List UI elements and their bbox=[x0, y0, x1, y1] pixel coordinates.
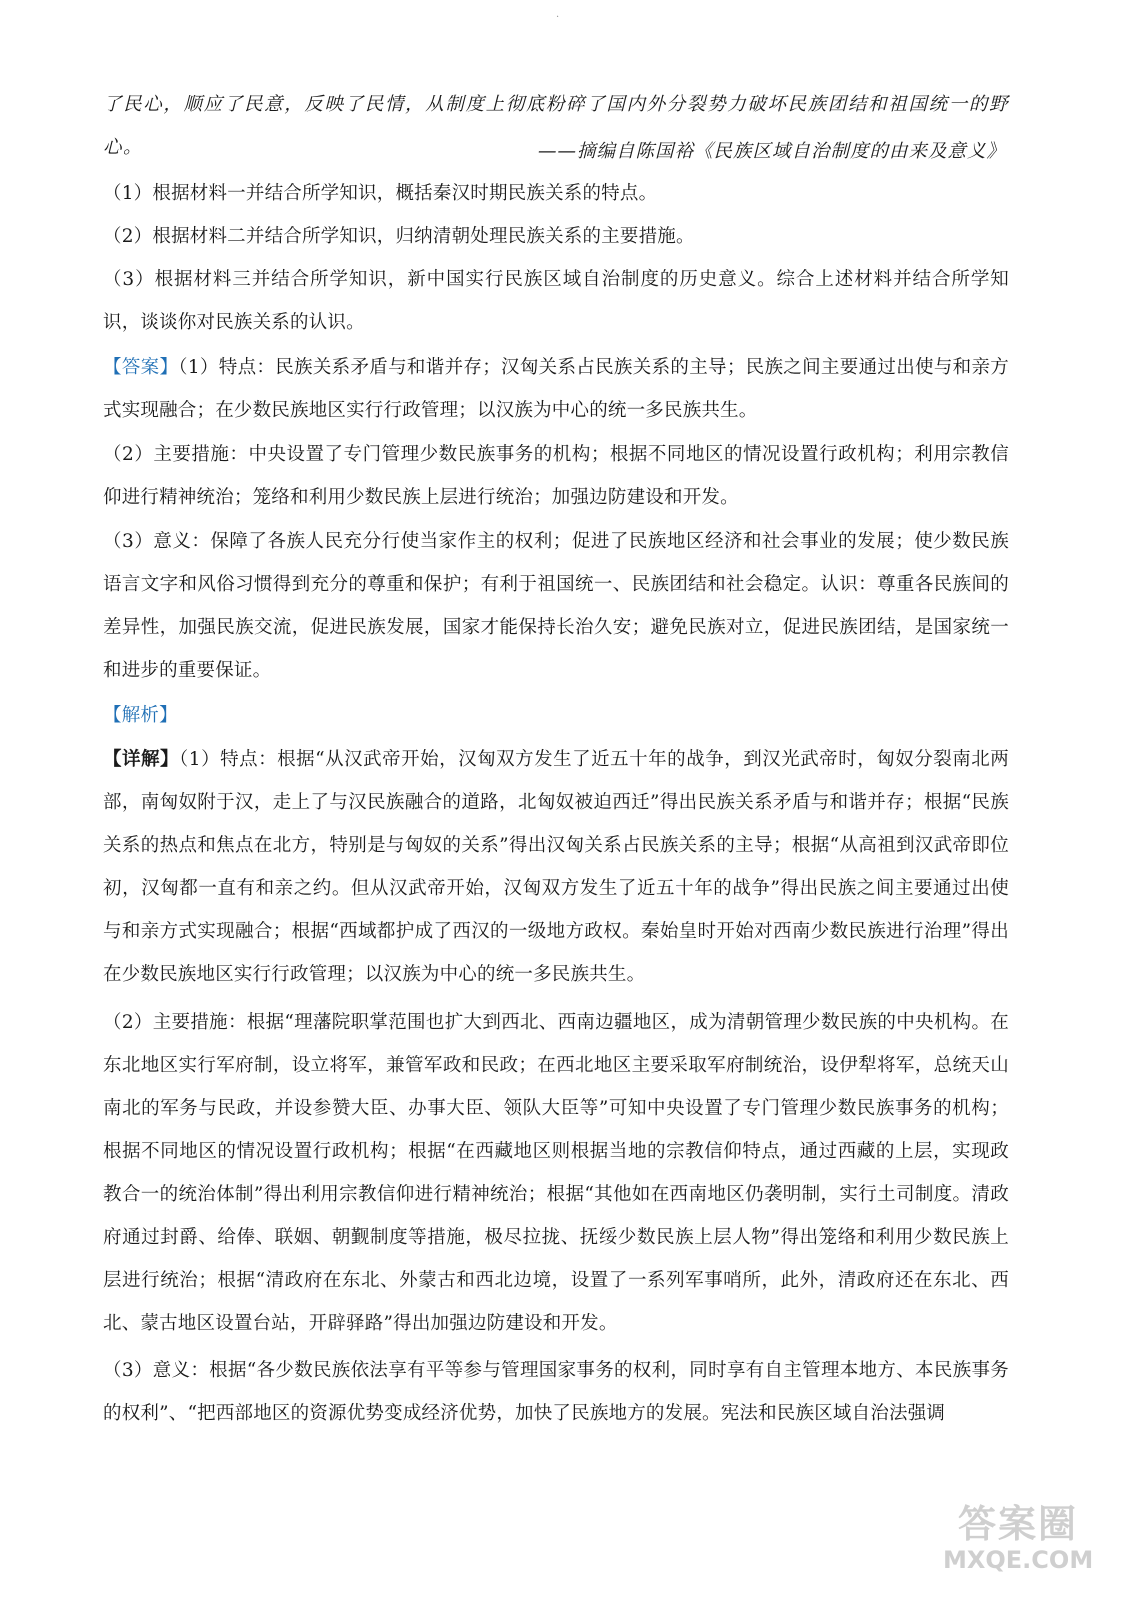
answer-part-2: （2）主要措施：中央设置了专门管理少数民族事务的机构；根据不同地区的情况设置行政机构；利用宗教信仰进行精神统治；笼络和利用少数民族上层进行统治；加强边防建设和开发。 bbox=[103, 444, 1009, 508]
material-tail: 了民心，顺应了民意，反映了民情，从制度上彻底粉碎了国内外分裂势力破坏民族团结和祖国统一的野心。 bbox=[103, 94, 1009, 158]
question-1: （1）根据材料一并结合所学知识，概括秦汉时期民族关系的特点。 bbox=[103, 183, 658, 204]
question-3: （3）根据材料三并结合所学知识，新中国实行民族区域自治制度的历史意义。综合上述材料并结合所学知识，谈谈你对民族关系的认识。 bbox=[103, 269, 1009, 333]
answer-part-3: （3）意义：保障了各族人民充分行使当家作主的权利；促进了民族地区经济和社会事业的发展；使少数民族语言文字和风俗习惯得到充分的尊重和保护；有利于祖国统一、民族团结和社会稳定。认识：尊重各民族间的差异性，加强民族交流，促进民族发展，国家才能保持长治久安；避免民族对立，促进民族团结，是国家统一和进步的重要保证。 bbox=[103, 531, 1009, 681]
question-2: （2）根据材料二并结合所学知识，归纳清朝处理民族关系的主要措施。 bbox=[103, 226, 695, 247]
analysis-heading bbox=[103, 694, 1009, 737]
answer-text-1: （1）特点：民族关系矛盾与和谐并存；汉匈关系占民族关系的主导；民族之间主要通过出使与和亲方式实现融合；在少数民族地区实行行政管理；以汉族为中心的统一多民族共生。 bbox=[103, 357, 1009, 421]
analysis-part-2: （2）主要措施：根据“理藩院职掌范围也扩大到西北、西南边疆地区，成为清朝管理少数民族的中央机构。在东北地区实行军府制，设立将军，兼管军政和民政；在西北地区主要采取军府制统治，设伊犁将军，总统天山南北的军务与民政，并设参赞大臣、办事大臣、领队大臣等”可知中央设置了专门管理少数民族事务的机构；根据不同地区的情况设置行政机构；根据“在西藏地区则根据当地的宗教信仰特点，通过西藏的上层，实现政教合一的统治体制”得出利用宗教信仰进行精神统治；根据“其他如在西南地区仍袭明制，实行土司制度。清政府通过封爵、给俸、联姻、朝觐制度等措施，极尽拉拢、抚绥少数民族上层人物”得出笼络和利用少数民族上层进行统治；根据“清政府在东北、外蒙古和西北边境，设置了一系列军事哨所，此外，清政府还在东北、西北、蒙古地区设置台站，开辟驿路”得出加强边防建设和开发。 bbox=[103, 1012, 1009, 1334]
top-dot: · bbox=[556, 12, 560, 23]
analysis-tag: 【解析】 bbox=[103, 705, 178, 726]
analysis-text-1: （1）特点：根据“从汉武帝开始，汉匈双方发生了近五十年的战争，到汉光武帝时，匈奴分裂南北两部，南匈奴附于汉，走上了与汉民族融合的道路，北匈奴被迫西迁”得出民族关系矛盾与和谐并存；根据“民族关系的热点和焦点在北方，特别是与匈奴的关系”得出汉匈关系占民族关系的主导；根据“从高祖到汉武帝即位初，汉匈都一直有和亲之约。但从汉武帝开始，汉匈双方发生了近五十年的战争”得出民族之间主要通过出使与和亲方式实现融合；根据“西域都护成了西汉的一级地方政权。秦始皇时开始对西南少数民族进行治理”得出在少数民族地区实行行政管理；以汉族为中心的统一多民族共生。 bbox=[103, 749, 1009, 985]
answer-tag: 【答案】 bbox=[103, 357, 179, 378]
watermark-logo bbox=[943, 1502, 1093, 1580]
answer-part-1 bbox=[103, 346, 1009, 432]
material-source: ——摘编自陈国裕《民族区域自治制度的由来及意义》 bbox=[537, 141, 1006, 162]
detail-tag: 【详解】 bbox=[103, 749, 180, 770]
analysis-part-1 bbox=[103, 738, 1009, 996]
watermark-line-2: MXQE.COM bbox=[943, 1546, 1094, 1574]
analysis-part-3: （3）意义：根据“各少数民族依法享有平等参与管理国家事务的权利，同时享有自主管理本地方、本民族事务的权利”、“把西部地区的资源优势变成经济优势，加快了民族地方的发展。宪法和民族区域自治法强调 bbox=[103, 1360, 1009, 1424]
watermark-line-1: 答案圈 bbox=[957, 1502, 1078, 1546]
